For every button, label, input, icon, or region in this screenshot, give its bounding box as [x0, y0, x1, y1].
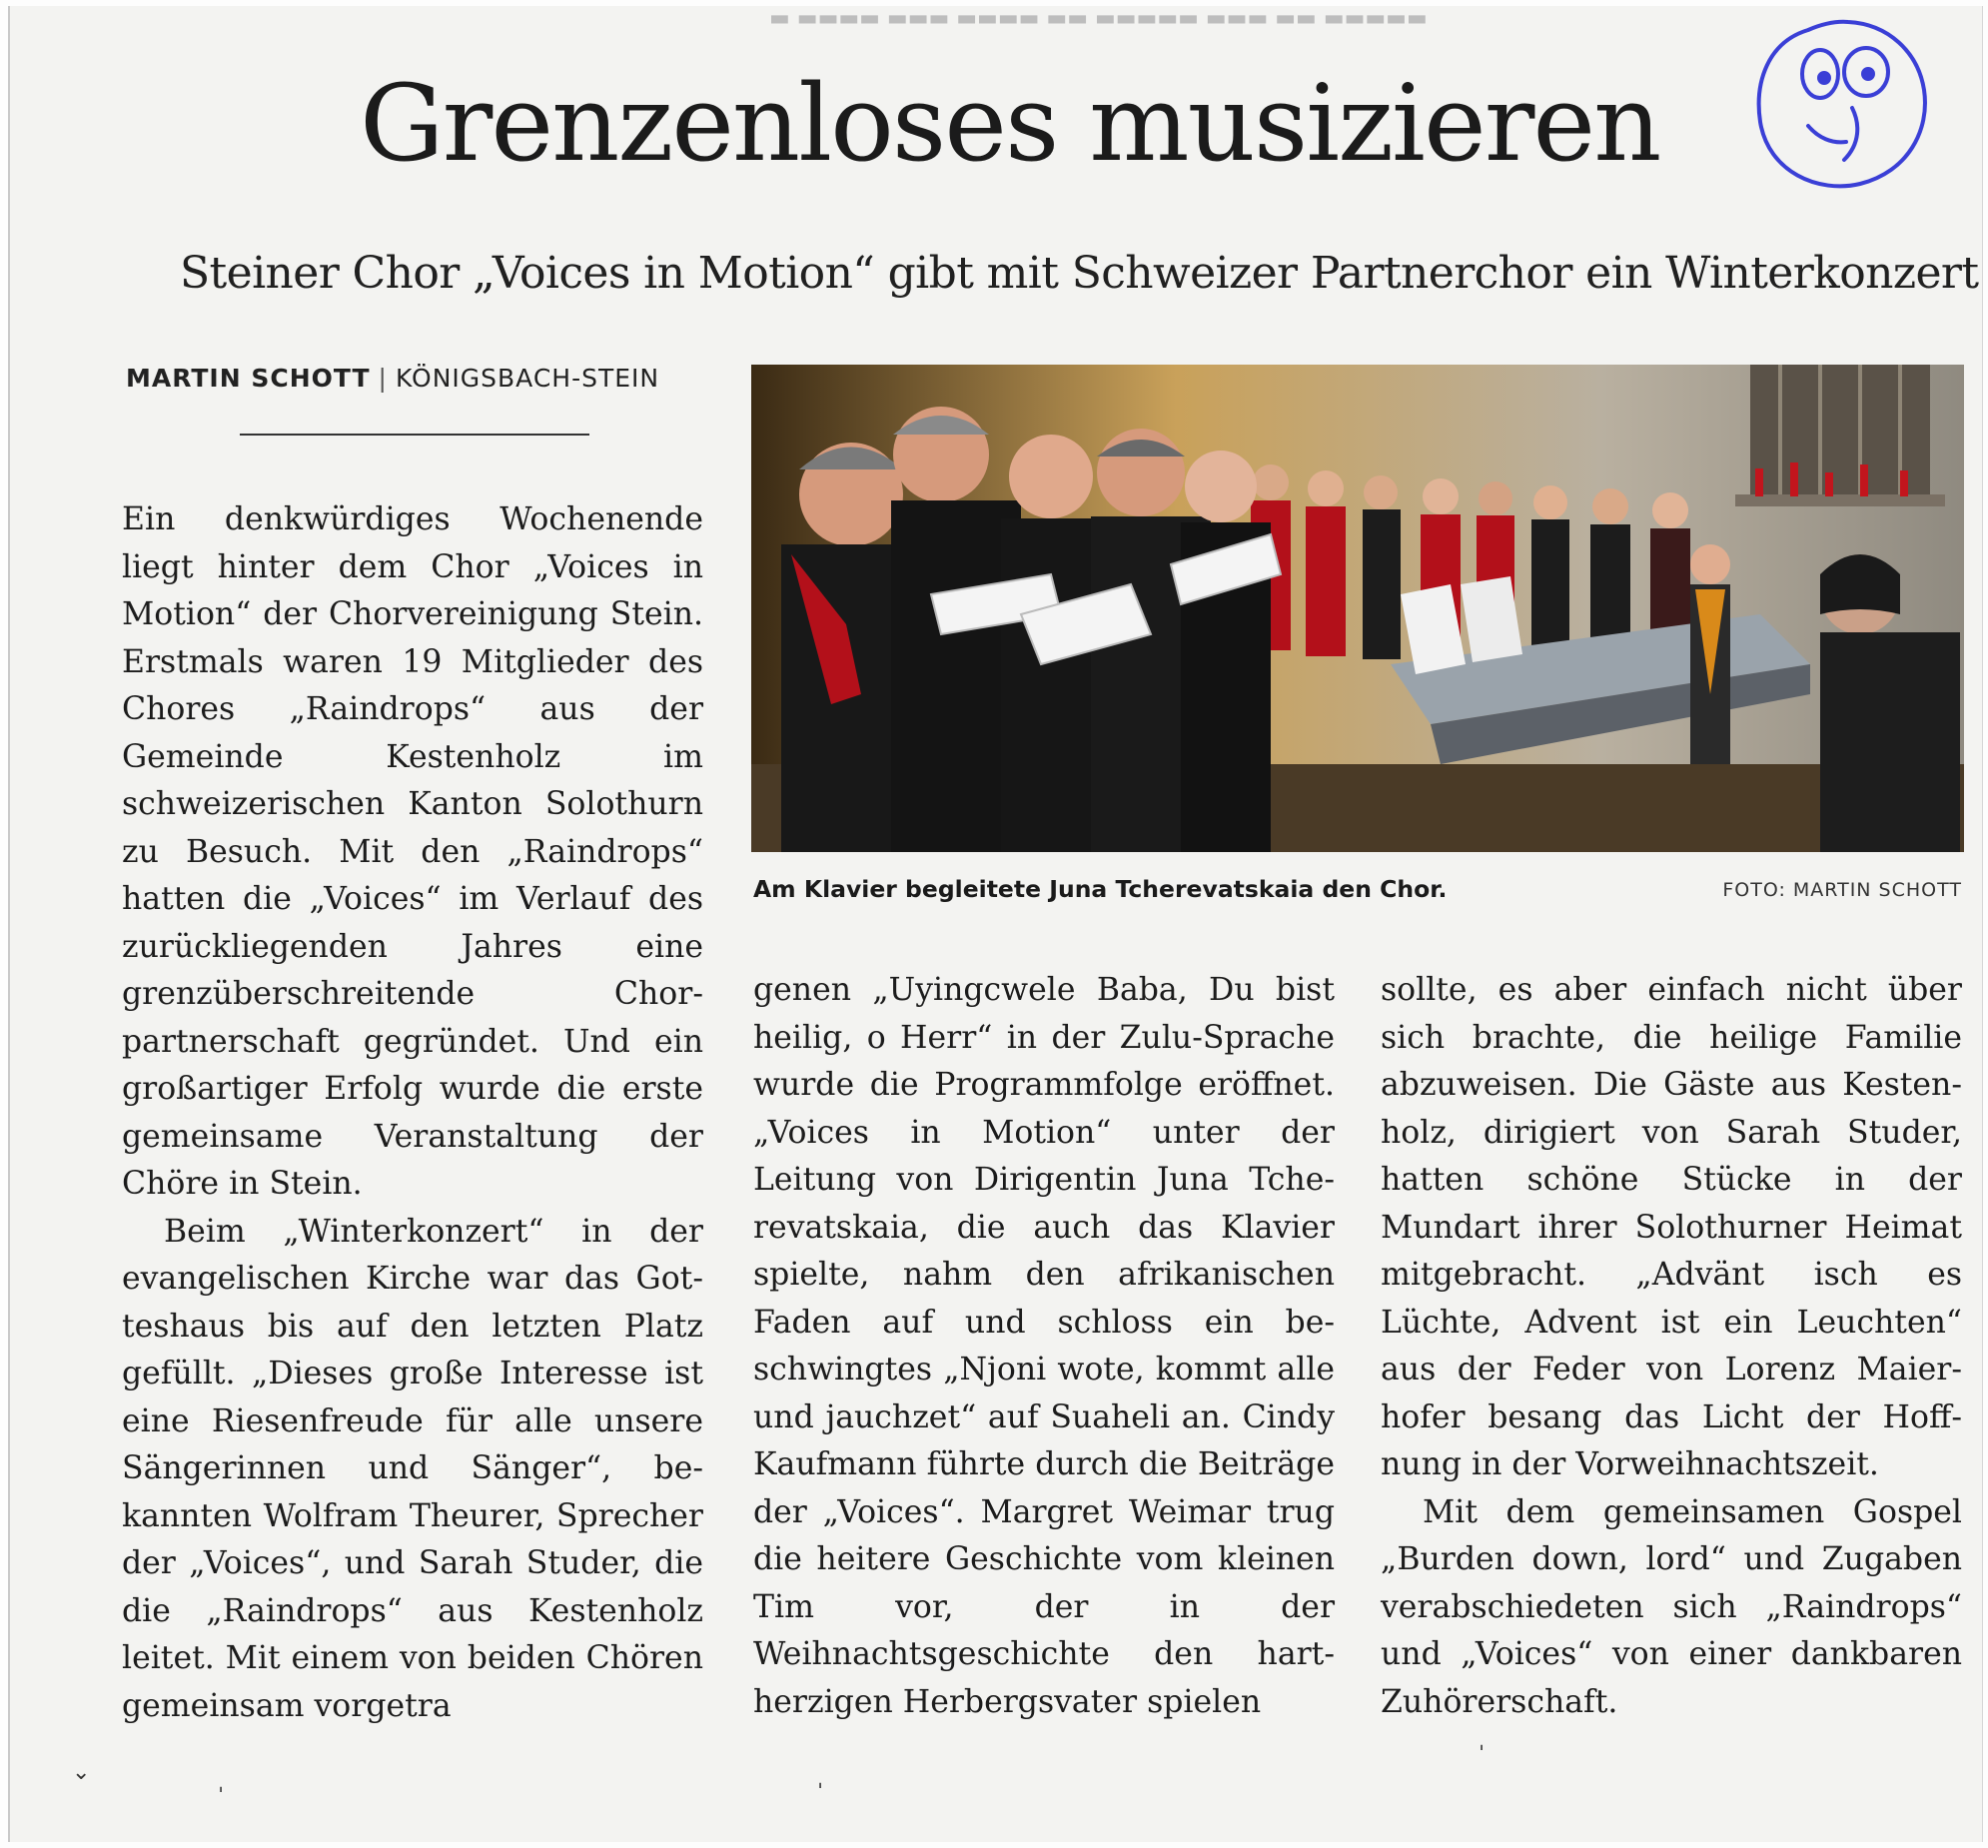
paragraph: sollte, es aber einfach nicht über sich brachte, die heilige Familie abzuweisen. Die Gäste aus Kestenholz, dirigiert von Sarah Studer, hatten schöne Stücke in der Mundart ihrer Solothurner Heimat mitgebracht. „Advänt isch es Lüchte, Advent ist ein Leuchten“ aus der Feder von Lorenz Maierhofer besang das Licht der Hoffnung in der Vorweihnachtszeit. [1381, 972, 1962, 1482]
choir-women-right [1690, 544, 1730, 764]
article-column-2 [753, 967, 1335, 1726]
byline [126, 364, 659, 393]
author-name: MARTIN SCHOTT [126, 364, 371, 393]
photo-caption [753, 875, 1962, 903]
dateline-location: KÖNIGSBACH-STEIN [395, 364, 660, 393]
scan-mark: ˌ [817, 1766, 824, 1791]
paragraph: Beim „Winterkonzert“ in der evangelischen Kirche war das Gotteshaus bis auf den letzten Platz gefüllt. „Dieses große Interesse ist eine Riesenfreude für alle unsere Sängerinnen und Sänger“, bekannten Wolfram Theurer, Sprecher der „Voices“, und Sarah Studer, die die „Raindrops“ aus Kestenholz leitet. Mit einem von beiden Chören gemeinsam vorgetra [122, 1213, 703, 1724]
article-column-3 [1381, 967, 1962, 1726]
scan-mark: ˌ [1479, 1728, 1486, 1753]
byline-rule [240, 434, 589, 436]
article-column-1 [122, 496, 703, 1730]
hand-drawn-smiley-icon [1748, 12, 1934, 198]
bleed-through-text: ▬ ▬▬▬▬ ▬▬▬ ▬▬▬▬ ▬▬ ▬▬▬▬▬ ▬▬▬ ▬▬ ▬▬▬▬▬ [769, 6, 1428, 31]
choir-photo-illustration [751, 365, 1964, 852]
scan-mark: ˌ [218, 1770, 225, 1795]
subheadline: Steiner Chor „Voices in Motion“ gibt mit Schweizer Partnerchor ein Winterkonzert [180, 248, 1979, 299]
byline-separator: | [378, 364, 388, 393]
photo-credit: FOTO: MARTIN SCHOTT [1722, 879, 1962, 901]
paragraph: genen „Uyingcwele Baba, Du bist heilig, o Herr“ in der Zulu-Sprache wurde die Programmfolge eröffnet. „Voices in Motion“ unter der Leitung von Dirigentin Juna Tcherevatskaia, die auch das Klavier spielte, nahm den afrikanischen Faden auf und schloss ein beschwingtes „Njoni wote, kommt alle und jauchzet“ auf Suaheli an. Cindy Kaufmann führte durch die Beiträge der „Voices“. Margret Weimar trug die heitere Geschichte vom kleinen Tim vor, der in der Weihnachtsgeschichte den hartherzigen Herbergsvater spielen [753, 972, 1335, 1720]
caption-text: Am Klavier begleitete Juna Tcherevatskaia den Chor. [753, 875, 1448, 903]
choir-photo [751, 365, 1964, 852]
scan-mark: ⌄ [72, 1760, 91, 1785]
headline: Grenzenloses musizieren [360, 62, 1660, 185]
paragraph: Mit dem gemeinsamen Gospel „Burden down, lord“ und Zugaben verabschiedeten sich „Raindrops“ und „Voices“ von einer dankbaren Zuhörerschaft. [1381, 1493, 1962, 1720]
paragraph: Ein denkwürdiges Wochenende liegt hinter dem Chor „Voices in Motion“ der Chorvereinigung Stein. Erstmals waren 19 Mitglieder des Chores „Raindrops“ aus der Gemeinde Kestenholz im schweizerischen Kanton Solothurn zu Besuch. Mit den „Raindrops“ hatten die „Voices“ im Verlauf des zurückliegenden Jahres eine grenzüberschreitende Chorpartnerschaft gegründet. Und ein großartiger Erfolg wurde die erste gemeinsame Veranstaltung der Chöre in Stein. [122, 501, 703, 1202]
